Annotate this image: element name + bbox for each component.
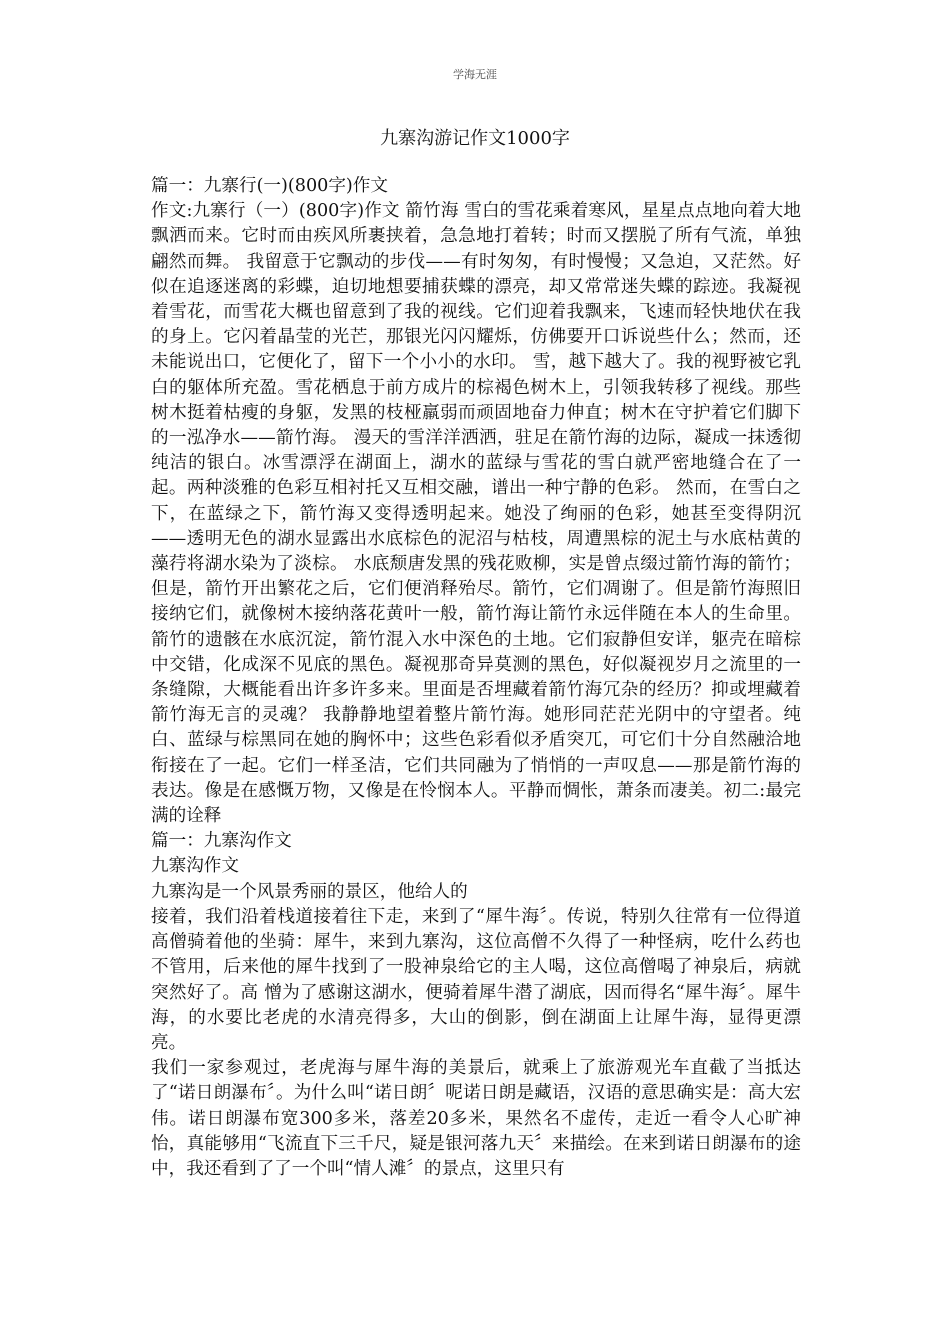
section-heading: 篇一：九寨沟作文 <box>151 831 292 852</box>
section-paragraph: 九寨沟是一个风景秀丽的景区，他给人的 <box>151 881 468 902</box>
section-paragraph: 作文:九寨行（一）(800字)作文 箭竹海 雪白的雪花乘着寒风，星星点点地向着大地飘洒而来。它时而由疾风所裹挟着，急急地打着转；时而又摆脱了所有气流，单独翩然而舞。 我留意于它飘动的步伐——有时匆匆，有时慢慢；又急迫，又茫然。好似在追逐迷离的彩蝶，迫切地想要捕获蝶的漂亮，却又常常迷失蝶的踪迹。我凝视着雪花，而雪花大概也留意到了我的视线。它们迎着我飘来，飞速而轻快地伏在我的身上。它闪着晶莹的光芒，那银光闪闪耀烁，仿佛要开口诉说些什么；然而，还未能说出口，它便化了，留下一个小小的水印。 雪，越下越大了。我的视野被它乳白的躯体所充盈。雪花栖息于前方成片的棕褐色树木上，引领我转移了视线。那些树木挺着枯瘦的身躯，发黑的枝桠羸弱而顽固地奋力伸直；树木在守护着它们脚下的一泓净水——箭竹海。 漫天的雪洋洋洒洒，驻足在箭竹海的边际，凝成一抹透彻纯洁的银白。冰雪漂浮在湖面上，湖水的蓝绿与雪花的雪白就严密地缝合在了一起。两种淡雅的色彩互相衬托又互相交融，谱出一种宁静的色彩。 然而，在雪白之下，在蓝绿之下，箭竹海又变得透明起来。她没了绚丽的色彩，她甚至变得阴沉——透明无色的湖水显露出水底棕色的泥沼与枯枝，周遭黑棕的泥土与水底枯黄的藻荇将湖水染为了淡棕。 水底颓唐发黑的残花败柳，实是曾点缀过箭竹海的箭竹；但是，箭竹开出繁花之后，它们便消释殆尽。箭竹，它们凋谢了。但是箭竹海照旧接纳它们，就像树木接纳落花黄叶一般，箭竹海让箭竹永远伴随在本人的生命里。箭竹的遗骸在水底沉淀，箭竹混入水中深色的土地。它们寂静但安详，躯壳在暗棕中交错，化成深不见底的黑色。凝视那奇异莫测的黑色，好似凝视岁月之流里的一条缝隙，大概能看出许多许多来。里面是否埋藏着箭竹海冗杂的经历？抑或埋藏着箭竹海无言的灵魂？ 我静静地望着整片箭竹海。她形同茫茫光阴中的守望者。纯白、蓝绿与棕黑同在她的胸怀中；这些色彩看似矛盾突兀，可它们十分自然融洽地衔接在了一起。它们一样圣洁，它们共同融为了悄悄的一声叹息——那是箭竹海的表达。像是在感慨万物，又像是在怜悯本人。平静而惆怅，萧条而凄美。初二:最完满的诠释 <box>151 201 801 827</box>
section-paragraph: 我们一家参观过，老虎海与犀牛海的美景后，就乘上了旅游观光车直截了当抵达了“诺日朗瀑布〞。为什么叫“诺日朗〞呢诺日朗是藏语，汉语的意思确实是：高大宏伟。诺日朗瀑布宽300多米，落差20多米，果然名不虚传，走近一看令人心旷神怡，真能够用“飞流直下三千尺，疑是银河落九天〞来描绘。在来到诺日朗瀑布的途中，我还看到了了一个叫“情人滩〞的景点，这里只有 <box>151 1058 801 1179</box>
document-body <box>151 174 801 1182</box>
section-paragraph: 接着，我们沿着栈道接着往下走，来到了“犀牛海〞。传说，特别久往常有一位得道高僧骑着他的坐骑：犀牛，来到九寨沟，这位高僧不久得了一种怪病，吃什么药也不管用，后来他的犀牛找到了一股神泉给它的主人喝，这位高僧喝了神泉后，病就突然好了。高 憎为了感谢这湖水，便骑着犀牛潜了湖底，因而得名“犀牛海〞。犀牛海，的水要比老虎的水清亮得多，大山的倒影，倒在湖面上让犀牛海，显得更漂亮。 <box>151 906 801 1053</box>
section-subheading: 九寨沟作文 <box>151 856 239 877</box>
section-heading: 篇一：九寨行(一)(800字)作文 <box>151 176 388 196</box>
header-watermark-text: 学海无涯 <box>453 68 497 81</box>
document-title: 九寨沟游记作文1000字 <box>380 128 570 149</box>
